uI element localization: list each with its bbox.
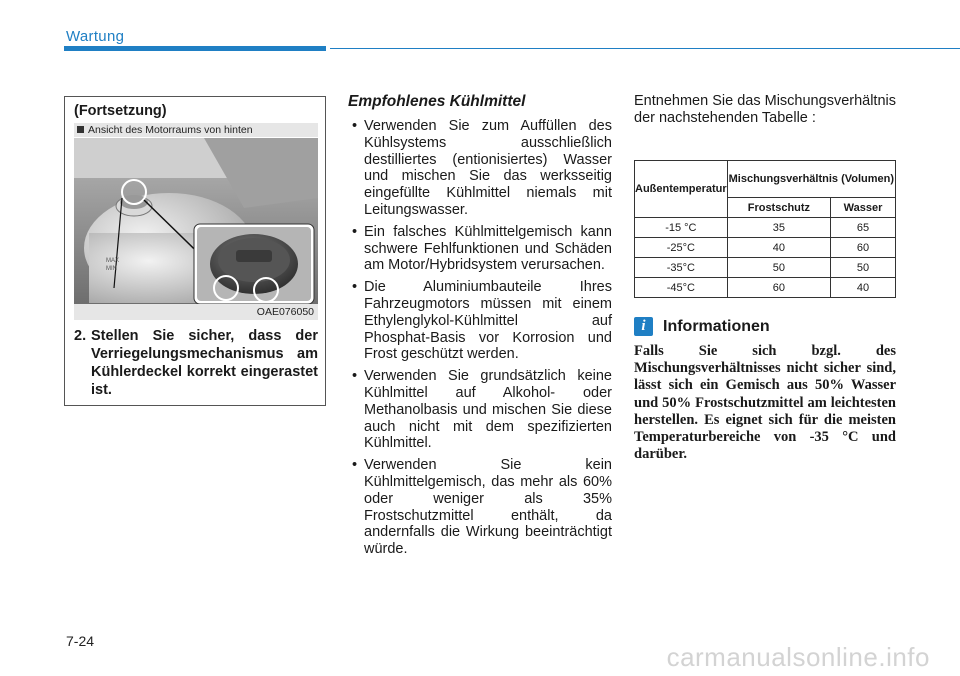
cell-temp: -15 °C [635,218,728,238]
section-heading: Empfohlenes Kühlmittel [348,93,526,110]
min-marking: MIN [106,266,117,272]
cell-antifreeze: 60 [727,278,830,298]
figure-code: OAE076050 [74,304,318,320]
header-antifreeze: Frostschutz [727,198,830,218]
table-row [635,278,896,298]
mixing-ratio-section [634,93,896,127]
info-icon: i [634,317,653,336]
max-marking: MAX [106,258,120,264]
continuation-box [64,96,326,406]
figure-caption: Ansicht des Motorraums von hinten [74,123,318,137]
list-item: • Ein falsches Kühlmittelgemisch kann schwere Fehlfunktionen und Schäden am Motor/Hybridsystem verursachen. [352,223,612,274]
bullet-icon: • [352,279,358,296]
recommended-coolant-section [348,93,612,563]
coolant-bullet-list [348,118,612,558]
section-title: Wartung [66,28,125,45]
watermark: carmanualsonline.info [666,642,930,672]
list-item: • Verwenden Sie zum Auffüllen des Kühlsystems ausschließlich destilliertes (entionisiertes) Wasser und mischen Sie das werksseitig eingefüllte Kühlmittel niemals mit Leitungswasser. [352,118,612,218]
info-heading [634,317,770,336]
bullet-icon: • [352,118,358,134]
list-item: • Verwenden Sie kein Kühlmittelgemisch, das mehr als 60% oder weniger als 35% Frostschutzmittel enthält, da andernfalls die Wirkung beeinträchtigt würde. [352,457,612,558]
coolant-reservoir-illustration [74,138,318,304]
page-number: 7-24 [66,633,95,649]
table-row [635,218,896,238]
cell-antifreeze: 35 [727,218,830,238]
cell-water: 65 [831,218,896,238]
info-text: Falls Sie sich bzgl. des Mischungsverhältnisses nicht sicher sind, lässt sich ein Gemisch aus 50% Wasser und 50% Frostschutzmittel am leichtesten herstellen. Es eignet sich für die meisten Temperaturbereiche von -35 °C und darüber. [634,343,896,463]
header-mixing-ratio: Mischungsverhältnis (Volumen) [727,161,895,198]
cell-temp: -25°C [635,238,728,258]
table-row [635,238,896,258]
square-bullet-icon [77,126,84,133]
mixing-ratio-table [634,160,896,298]
bullet-icon: • [352,223,358,240]
header-water: Wasser [831,198,896,218]
bullet-icon: • [352,457,358,474]
list-item: • Verwenden Sie grundsätzlich keine Kühlmittel auf Alkohol- oder Methanolbasis und mischen Sie diese auch nicht mit dem spezifizierten Kühlmittel. [352,368,612,452]
cell-water: 60 [831,238,896,258]
info-title: Informationen [663,317,770,335]
bullet-icon: • [352,368,358,385]
cell-water: 50 [831,258,896,278]
list-item: • Die Aluminiumbauteile Ihres Fahrzeugmotors müssen mit einem Ethylenglykol-Kühlmittel auf Phosphat-Basis vor Korrosion und Frost geschützt werden. [352,279,612,363]
cell-water: 40 [831,278,896,298]
table-intro: Entnehmen Sie das Mischungsverhältnis der nachstehenden Tabelle : [634,93,896,126]
step-item [74,327,318,399]
continuation-heading: (Fortsetzung) [74,103,167,119]
cell-temp: -35°C [635,258,728,278]
header-rule [330,48,960,49]
step-number: 2. [74,328,87,344]
header-outside-temp: Außentemperatur [635,161,728,218]
cell-temp: -45°C [635,278,728,298]
header-rule-accent [64,46,326,51]
step-text: Stellen Sie sicher, dass der Verriegelungsmechanismus am Kühlerdeckel korrekt eingerastet ist. [91,328,318,398]
cell-antifreeze: 50 [727,258,830,278]
table-row [635,258,896,278]
cell-antifreeze: 40 [727,238,830,258]
engine-bay-photo [74,138,318,304]
